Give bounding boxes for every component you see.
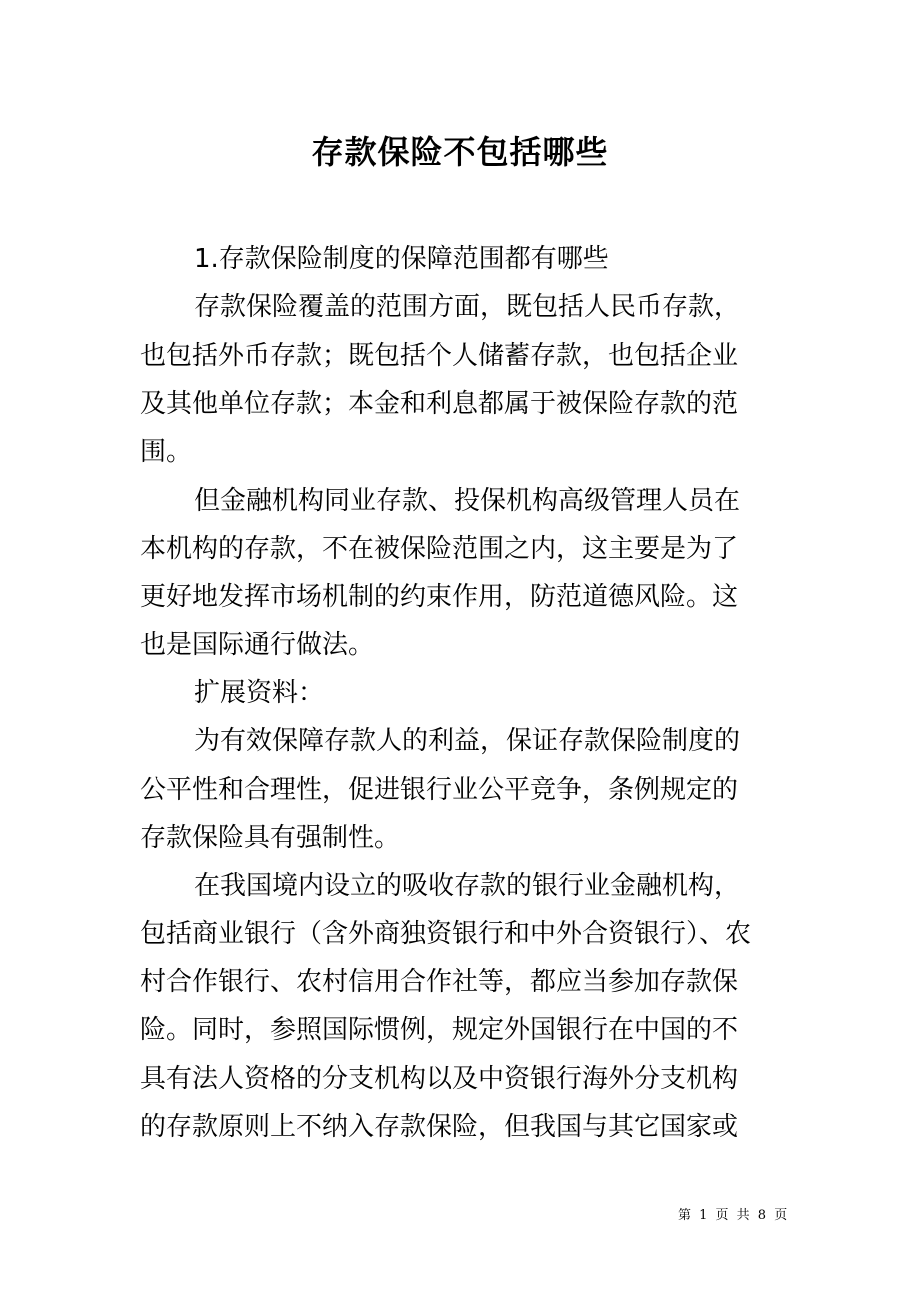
paragraph-line: 及其他单位存款；本金和利息都属于被保险存款的范 xyxy=(140,389,739,419)
paragraph-line: 包括商业银行（含外商独资银行和中外合资银行）、农 xyxy=(140,919,752,949)
paragraph-line: 更好地发挥市场机制的约束作用，防范道德风险。这 xyxy=(140,582,739,612)
paragraph-line: 为有效保障存款人的利益，保证存款保险制度的 xyxy=(194,726,741,756)
paragraph-line: 险。同时，参照国际惯例，规定外国银行在中国的不 xyxy=(140,1015,739,1045)
paragraph-line: 存款保险具有强制性。 xyxy=(140,823,401,853)
paragraph-line: 也包括外币存款；既包括个人储蓄存款，也包括企业 xyxy=(140,341,739,371)
section-heading: 1.存款保险制度的保障范围都有哪些 xyxy=(194,244,609,274)
paragraph-line: 也是国际通行做法。 xyxy=(140,630,375,660)
page-number-footer: 第 1 页 共 8 页 xyxy=(678,1208,790,1223)
paragraph-line: 具有法人资格的分支机构以及中资银行海外分支机构 xyxy=(140,1064,739,1094)
paragraph-line: 存款保险覆盖的范围方面，既包括人民币存款， xyxy=(194,292,741,322)
document-title: 存款保险不包括哪些 xyxy=(311,133,609,171)
paragraph-line: 的存款原则上不纳入存款保险，但我国与其它国家或 xyxy=(140,1112,739,1142)
paragraph-line: 但金融机构同业存款、投保机构高级管理人员在 xyxy=(194,486,741,516)
paragraph-line: 围。 xyxy=(140,437,193,467)
paragraph-line: 本机构的存款，不在被保险范围之内，这主要是为了 xyxy=(140,534,739,564)
paragraph-line: 公平性和合理性，促进银行业公平竞争，条例规定的 xyxy=(140,775,739,805)
paragraph-line: 村合作银行、农村信用合作社等，都应当参加存款保 xyxy=(140,967,739,997)
paragraph-line: 在我国境内设立的吸收存款的银行业金融机构， xyxy=(194,871,741,901)
paragraph-line: 扩展资料： xyxy=(194,678,325,708)
